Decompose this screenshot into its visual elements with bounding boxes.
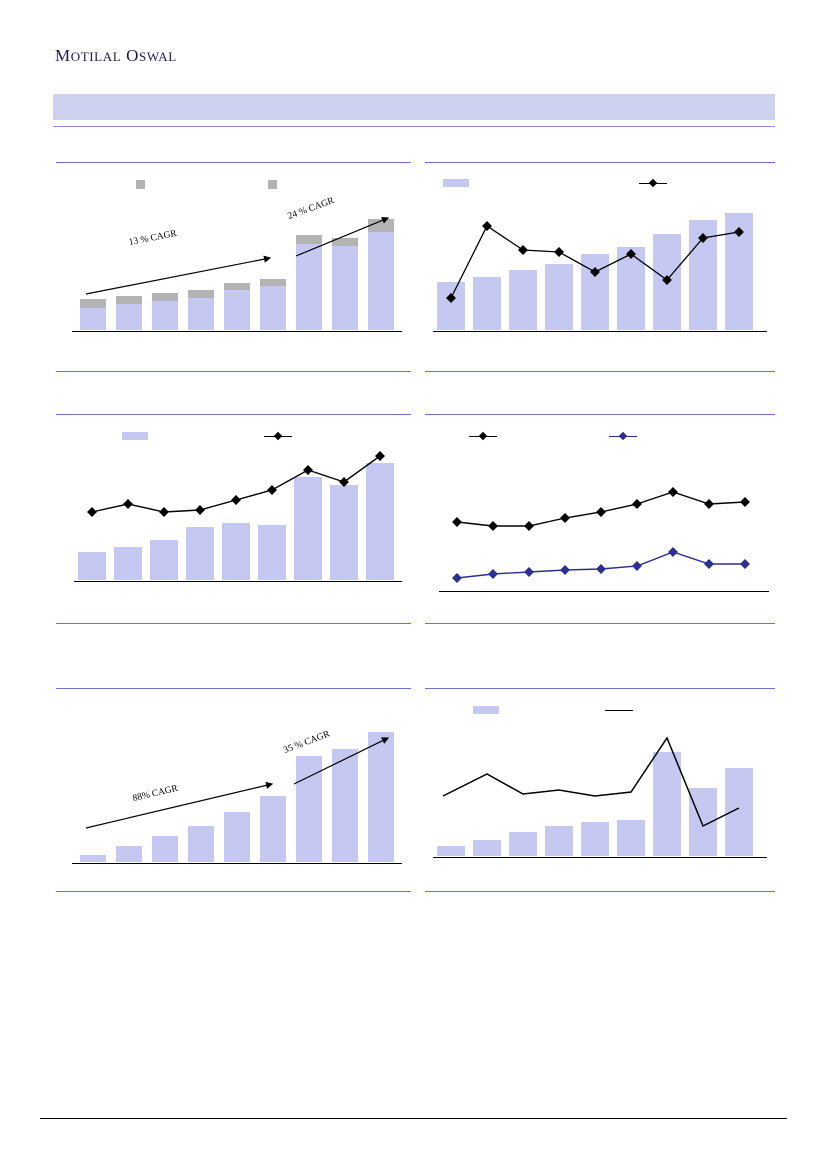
legend-line-icon xyxy=(639,179,667,187)
panel-top-rule xyxy=(425,688,775,689)
cagr-annotation: 88% CAGR xyxy=(131,783,180,804)
panel-legend xyxy=(425,708,775,722)
legend-line-icon xyxy=(609,432,637,440)
panel-bottom-rule xyxy=(425,891,775,892)
panel-top-rule xyxy=(425,162,775,163)
panel-legend xyxy=(425,434,775,448)
panel-top-rule xyxy=(56,162,411,163)
section-title-band xyxy=(53,94,775,120)
plot-area xyxy=(439,454,769,594)
plot-area xyxy=(74,442,402,582)
cagr-annotation: 13 % CAGR xyxy=(128,228,178,248)
panel-legend xyxy=(425,182,775,196)
legend-line-icon xyxy=(605,706,633,714)
legend-swatch-icon xyxy=(122,432,148,440)
chart-panel-2 xyxy=(425,162,775,372)
line-series xyxy=(433,730,767,858)
section-title-rule xyxy=(53,126,775,127)
legend-line-icon xyxy=(469,432,497,440)
cagr-arrows xyxy=(72,200,402,332)
plot-area xyxy=(72,724,402,864)
panel-top-rule xyxy=(425,414,775,415)
panel-bottom-rule xyxy=(56,371,411,372)
line-series-group xyxy=(439,454,769,594)
plot-area xyxy=(433,200,767,332)
cagr-annotation: 24 % CAGR xyxy=(286,195,336,222)
cagr-annotation: 35 % CAGR xyxy=(282,729,332,756)
panel-legend xyxy=(56,182,411,196)
plot-area xyxy=(72,200,402,332)
line-series xyxy=(74,442,402,582)
panel-top-rule xyxy=(56,414,411,415)
chart-panel-5 xyxy=(56,688,411,892)
chart-panel-6 xyxy=(425,688,775,892)
legend-swatch-icon xyxy=(473,706,499,714)
panel-bottom-rule xyxy=(56,891,411,892)
chart-panel-1 xyxy=(56,162,411,372)
cagr-arrows xyxy=(72,724,402,864)
legend-swatch-icon xyxy=(443,179,469,187)
panel-bottom-rule xyxy=(425,623,775,624)
panel-bottom-rule xyxy=(56,623,411,624)
line-series xyxy=(433,200,767,332)
brand-logo: MOTILAL OSWAL xyxy=(55,46,177,65)
plot-area xyxy=(433,730,767,858)
footer-rule xyxy=(40,1118,787,1119)
chart-panel-4 xyxy=(425,414,775,624)
panel-top-rule xyxy=(56,688,411,689)
legend-swatch-icon xyxy=(136,180,145,189)
legend-line-icon xyxy=(264,432,292,440)
legend-swatch-icon xyxy=(268,180,277,189)
panel-bottom-rule xyxy=(425,371,775,372)
chart-panel-3 xyxy=(56,414,411,624)
